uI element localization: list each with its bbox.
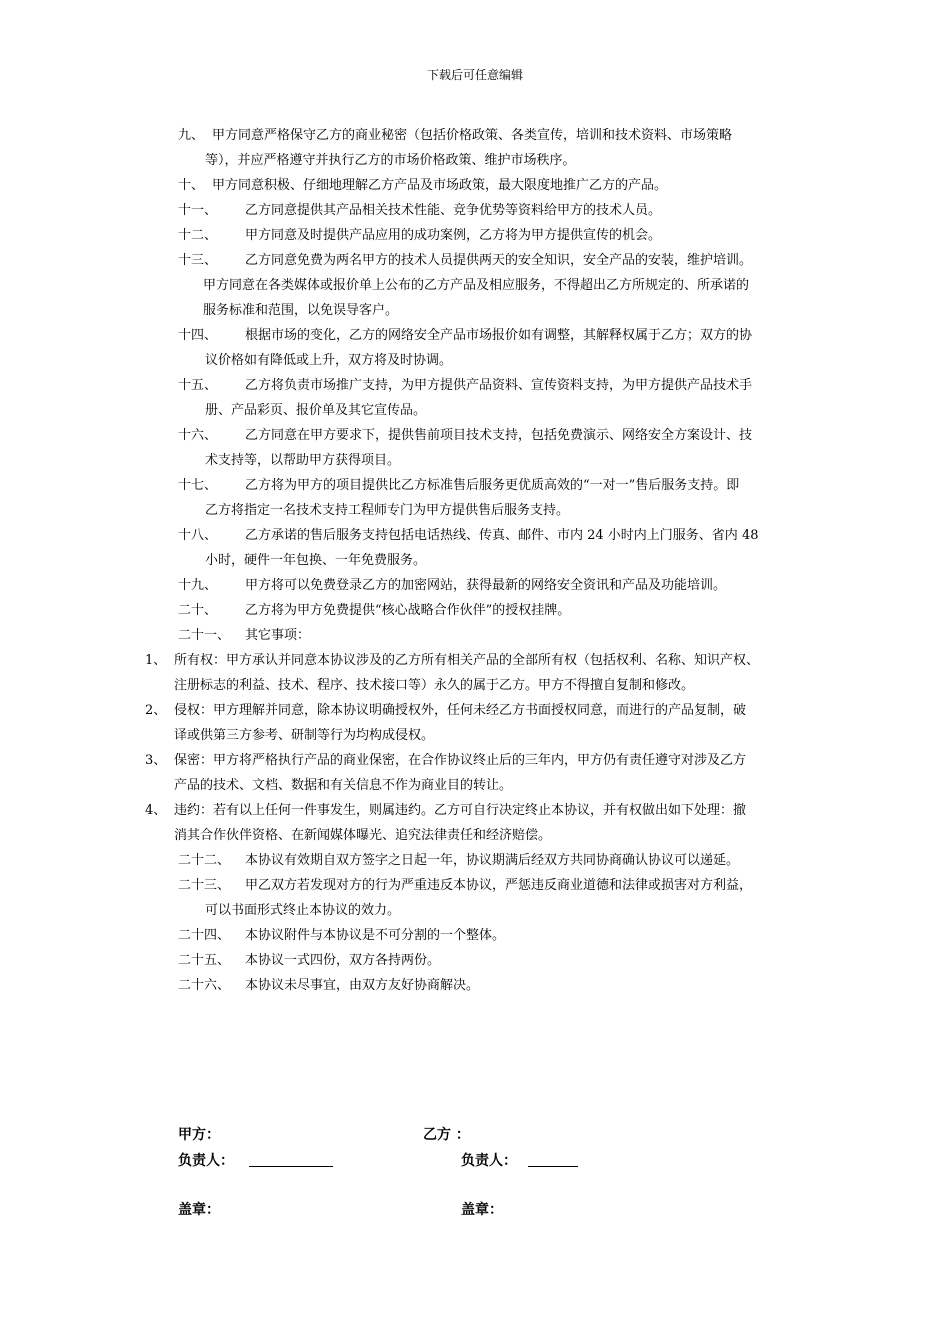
sub-item-number: 1、 (145, 653, 167, 668)
clause-text: 甲方同意及时提供产品应用的成功案例，乙方将为甲方提供宣传的机会。 (245, 228, 662, 243)
clause-text: 乙方同意免费为两名甲方的技术人员提供两天的安全知识，安全产品的安装，维护培训。 (245, 253, 753, 268)
party-b-label: 乙方 ： (423, 1127, 470, 1143)
sub-item-4-continuation: 消其合作伙伴资格、在新闻媒体曝光、追究法律责任和经济赔偿。 (174, 828, 552, 843)
clause-number: 二十三、 (178, 878, 231, 893)
party-b-seal-label: 盖章： (461, 1202, 503, 1218)
clause-9 (178, 128, 732, 144)
clause-18-continuation: 小时，硬件一年包换、一年免费服务。 (205, 553, 427, 568)
clause-number: 十六、 (178, 428, 218, 443)
sub-item-text: 保密：甲方将严格执行产品的商业保密，在合作协议终止后的三年内，甲方仍有责任遵守对涉及乙方 (174, 753, 747, 768)
clause-text: 乙方将负责市场推广支持，为甲方提供产品资料、宣传资料支持，为甲方提供产品技术手 (245, 378, 753, 393)
clause-text: 乙方同意在甲方要求下，提供售前项目技术支持，包括免费演示、网络安全方案设计、技 (245, 428, 753, 443)
clause-number: 二十五、 (178, 953, 231, 968)
clause-text: 根据市场的变化，乙方的网络安全产品市场报价如有调整，其解释权属于乙方；双方的协 (245, 328, 753, 343)
clause-number: 十四、 (178, 328, 218, 343)
clause-number: 十五、 (178, 378, 218, 393)
clause-number: 十九、 (178, 578, 218, 593)
clause-9-continuation: 等），并应严格遵守并执行乙方的市场价格政策、维护市场秩序。 (205, 153, 576, 168)
sub-item-text: 违约：若有以上任何一件事发生，则属违约。乙方可自行决定终止本协议，并有权做出如下处理：撤 (174, 803, 747, 818)
clause-text: 本协议有效期自双方签字之日起一年，协议期满后经双方共同协商确认协议可以递延。 (245, 853, 740, 868)
clause-13-continuation: 甲方同意在各类媒体或报价单上公布的乙方产品及相应服务，不得超出乙方所规定的、所承诺的 (203, 278, 750, 293)
clause-17-continuation: 乙方将指定一名技术支持工程师专门为甲方提供售后服务支持。 (205, 503, 570, 518)
clause-text: 乙方将为甲方的项目提供比乙方标准售后服务更优质高效的“一对一”售后服务支持。即 (245, 478, 740, 493)
clause-text: 其它事项： (245, 628, 311, 643)
clause-text: 本协议附件与本协议是不可分割的一个整体。 (245, 928, 506, 943)
sub-item-2-continuation: 译或供第三方参考、研制等行为均构成侵权。 (174, 728, 435, 743)
sub-item-3-continuation: 产品的技术、文档、数据和有关信息不作为商业目的转让。 (174, 778, 513, 793)
clause-16-continuation: 术支持等，以帮助甲方获得项目。 (205, 453, 401, 468)
clause-number: 二十二、 (178, 853, 231, 868)
clause-text: 甲方同意积极、仔细地理解乙方产品及市场政策，最大限度地推广乙方的产品。 (212, 178, 668, 193)
clause-15-continuation: 册、产品彩页、报价单及其它宣传品。 (205, 403, 427, 418)
clause-number: 二十一、 (178, 628, 231, 643)
party-a-responsible-line[interactable] (249, 1166, 333, 1167)
clause-number: 二十四、 (178, 928, 231, 943)
party-b-responsible-line[interactable] (528, 1166, 578, 1167)
clause-text: 甲方同意严格保守乙方的商业秘密（包括价格政策、各类宣传，培训和技术资料、市场策略 (212, 128, 733, 143)
clause-text: 乙方承诺的售后服务支持包括电话热线、传真、邮件、市内 24 小时内上门服务、省内 48 (245, 528, 759, 543)
clause-number: 二十、 (178, 603, 218, 618)
sub-item-text: 侵权：甲方理解并同意，除本协议明确授权外，任何未经乙方书面授权同意，而进行的产品复制，破 (174, 703, 747, 718)
clause-13-continuation: 服务标准和范围，以免误导客户。 (203, 303, 399, 318)
sub-item-number: 4、 (145, 803, 167, 818)
clause-14-continuation: 议价格如有降低或上升，双方将及时协调。 (205, 353, 453, 368)
page-header: 下载后可任意编辑 (426, 68, 523, 82)
party-a-seal-label: 盖章： (178, 1202, 220, 1218)
clause-number: 十一、 (178, 203, 218, 218)
sub-item-1-continuation: 注册标志的利益、技术、程序、技术接口等）永久的属于乙方。甲方不得擅自复制和修改。 (174, 678, 695, 693)
clause-number: 二十六、 (178, 978, 231, 993)
party-a-responsible-label: 负责人： (178, 1153, 234, 1169)
clause-text: 本协议一式四份，双方各持两份。 (245, 953, 441, 968)
clause-number: 十八、 (178, 528, 218, 543)
clause-number: 十、 (178, 178, 205, 193)
party-a-label: 甲方： (178, 1127, 220, 1143)
clause-number: 十七、 (178, 478, 218, 493)
clause-number: 十二、 (178, 228, 218, 243)
clause-text: 乙方同意提供其产品相关技术性能、竞争优势等资料给甲方的技术人员。 (245, 203, 662, 218)
clause-text: 甲乙双方若发现对方的行为严重违反本协议，严惩违反商业道德和法律或损害对方利益， (245, 878, 753, 893)
clause-10 (178, 178, 667, 194)
clause-text: 乙方将为甲方免费提供“核心战略合作伙伴”的授权挂牌。 (245, 603, 571, 618)
sub-item-text: 所有权：甲方承认并同意本协议涉及的乙方所有相关产品的全部所有权（包括权利、名称、知识产权、 (174, 653, 760, 668)
clause-number: 十三、 (178, 253, 218, 268)
clause-23-continuation: 可以书面形式终止本协议的效力。 (205, 903, 401, 918)
sub-item-number: 2、 (145, 703, 167, 718)
clause-text: 本协议未尽事宜，由双方友好协商解决。 (245, 978, 480, 993)
clause-text: 甲方将可以免费登录乙方的加密网站，获得最新的网络安全资讯和产品及功能培训。 (245, 578, 727, 593)
sub-item-number: 3、 (145, 753, 167, 768)
clause-number: 九、 (178, 128, 205, 143)
party-b-responsible-label: 负责人： (461, 1153, 517, 1169)
